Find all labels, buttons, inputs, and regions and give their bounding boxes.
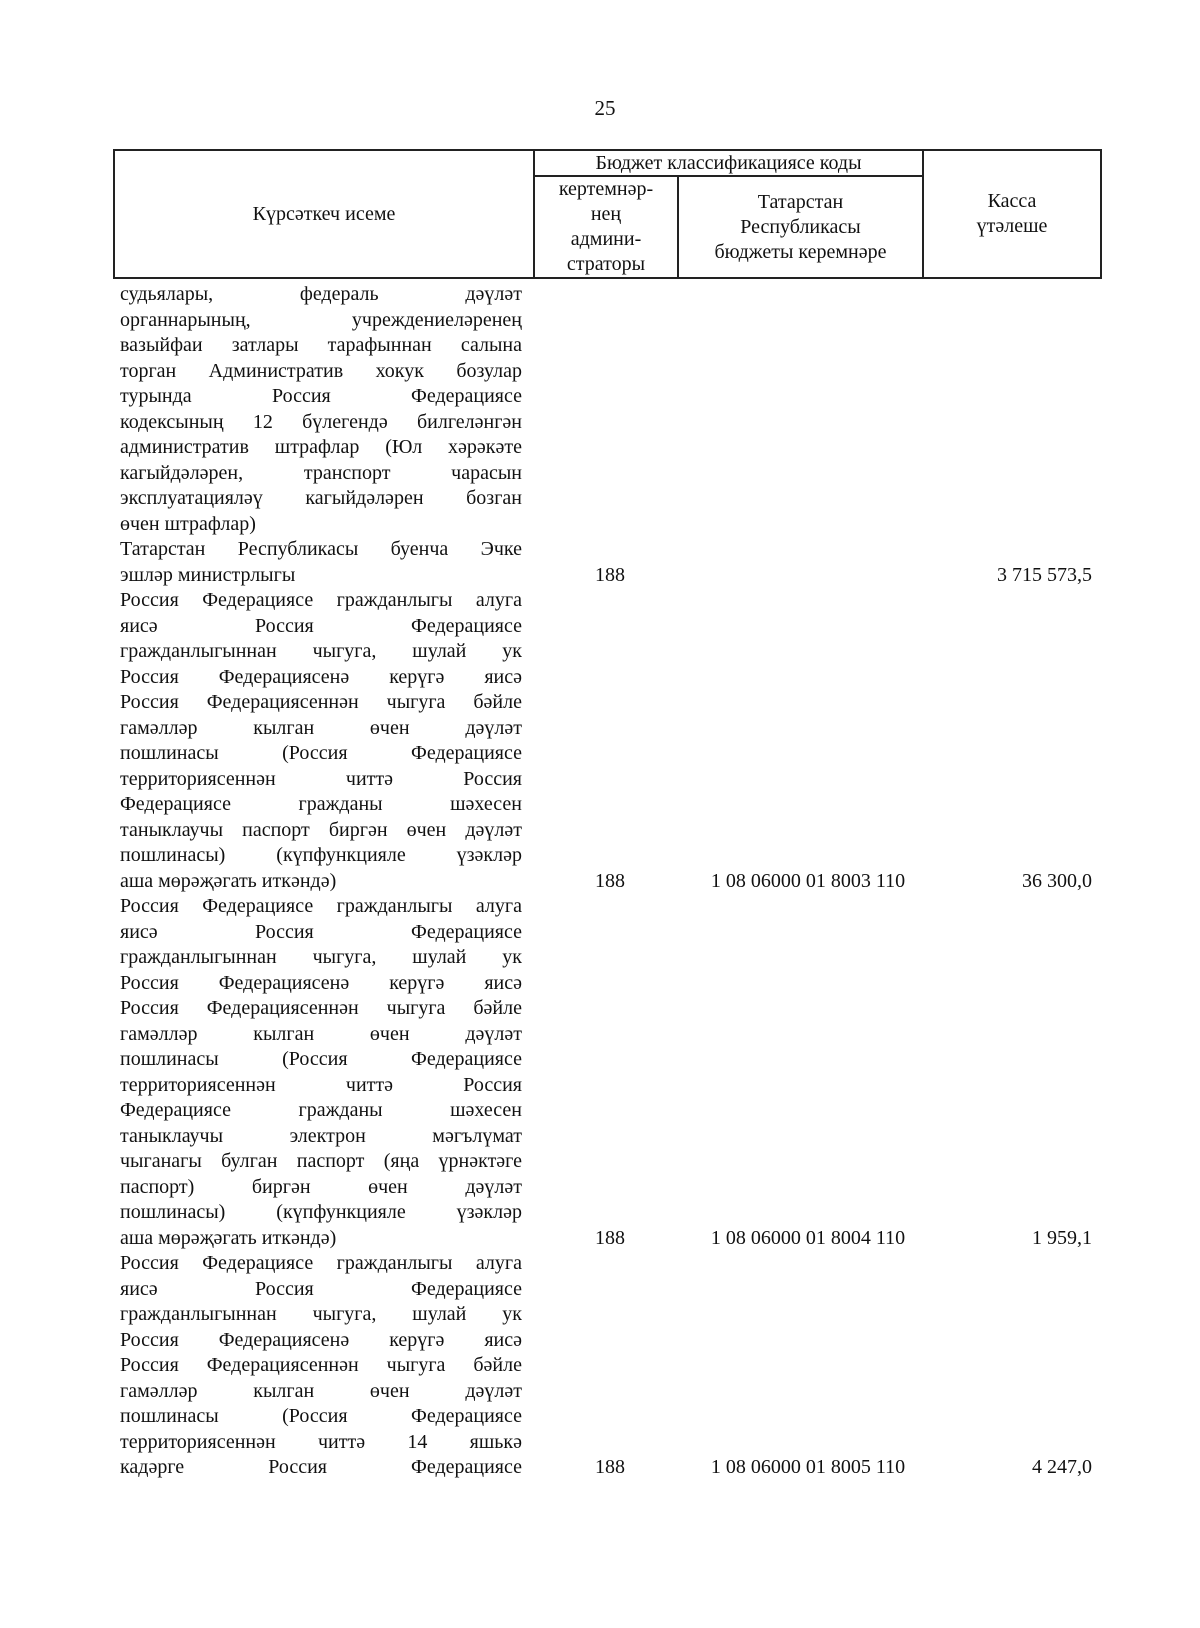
row-amount: 3 715 573,5: [997, 563, 1092, 586]
row-text-line: таныклаучы паспорт биргән өчен дәүләт: [120, 818, 522, 841]
row-text-line: пошлинасы) (күпфункцияле үзәкләр: [120, 1201, 522, 1223]
row-text-line: өчен штрафлар): [120, 512, 256, 535]
row-text-line: Россия Федерациясеннән чыгуга бәйле: [120, 1354, 522, 1376]
row-text-line: аша мөрәҗәгать иткәндә): [120, 1226, 337, 1249]
row-text-line: пошлинасы (Россия Федерациясе: [120, 1405, 522, 1427]
row-text-line: кодексының 12 бүлегендә билгеләнгән: [120, 410, 522, 433]
row-text-line: гражданлыгыннан чыгуга, шулай ук: [120, 946, 522, 968]
row-revenue-code: 1 08 06000 01 8004 110: [710, 1226, 906, 1249]
row-admin-code: 188: [595, 869, 625, 892]
row-text-line: вазыйфаи затлары тарафыннан салына: [120, 334, 522, 356]
row-text-line: Федерациясе гражданы шәхесен: [120, 793, 522, 815]
row-admin-code: 188: [595, 1456, 625, 1478]
row-text-line: аша мөрәҗәгать иткәндә): [120, 869, 337, 892]
row-text-line: Федерациясе гражданы шәхесен: [120, 1099, 522, 1121]
row-text-line: паспорт) биргән өчен дәүләт: [120, 1175, 522, 1198]
header-group-cell: [535, 151, 922, 175]
row-text-line: яисә Россия Федерациясе: [120, 614, 522, 637]
row-text-line: Татарстан Республикасы буенча Эчке: [120, 538, 522, 560]
row-text-line: гамәлләр кылган өчен дәүләт: [120, 1022, 522, 1045]
row-revenue-code: 1 08 06000 01 8005 110: [710, 1456, 906, 1478]
row-text-line: кадәрге Россия Федерациясе: [120, 1456, 522, 1478]
row-text-line: эксплуатацияләү кагыйдәләрен бозган: [120, 487, 522, 509]
header-name-label: Күрсәткеч исеме: [252, 202, 396, 225]
row-text-line: таныклаучы электрон мәгълүмат: [120, 1124, 522, 1147]
row-text-line: чыганагы булган паспорт (яңа үрнәктәге: [120, 1150, 522, 1172]
row-amount: 4 247,0: [1032, 1456, 1092, 1478]
header-name-cell: [115, 151, 533, 277]
page-number: 25: [594, 96, 616, 120]
header-amount-label: Касса үтәлеше: [976, 190, 1048, 237]
row-text-line: Россия Федерациясенә керүгә яисә: [120, 1328, 522, 1351]
row-text-line: пошлинасы (Россия Федерациясе: [120, 742, 522, 764]
row-revenue-code: 1 08 06000 01 8003 110: [710, 869, 906, 892]
header-group-label: Бюджет классификациясе коды: [595, 151, 862, 174]
row-text-line: гражданлыгыннан чыгуга, шулай ук: [120, 640, 522, 662]
header-admin-cell: [535, 177, 677, 277]
row-text-line: Россия Федерациясенә керүгә яисә: [120, 665, 522, 688]
row-text-line: кагыйдәләрен, транспорт чарасын: [120, 461, 522, 484]
row-text-line: турында Россия Федерациясе: [120, 385, 522, 407]
row-text-line: территориясеннән читтә Россия: [120, 1073, 522, 1096]
row-amount: 1 959,1: [1032, 1226, 1092, 1249]
row-text-line: органнарының, учреждениеләренең: [120, 308, 522, 331]
row-text-line: территориясеннән читтә Россия: [120, 767, 522, 790]
row-amount: 36 300,0: [1022, 869, 1092, 892]
row-text-line: яисә Россия Федерациясе: [120, 1277, 522, 1300]
row-text-line: Россия Федерациясенә керүгә яисә: [120, 971, 522, 994]
row-text-line: судьялары, федераль дәүләт: [120, 283, 522, 305]
row-text-line: Россия Федерациясе гражданлыгы алуга: [120, 1252, 522, 1274]
header-revenue-cell: [679, 177, 922, 277]
row-text-line: Россия Федерациясеннән чыгуга бәйле: [120, 691, 522, 713]
header-amount-cell: [924, 151, 1100, 277]
row-text-line: гражданлыгыннан чыгуга, шулай ук: [120, 1303, 522, 1325]
table-header: [113, 149, 1102, 279]
row-admin-code: 188: [595, 563, 625, 586]
row-text-line: Россия Федерациясе гражданлыгы алуга: [120, 895, 522, 917]
header-revenue-label: Татарстан Республикасы бюджеты керемнәре: [714, 190, 887, 263]
row-text-line: гамәлләр кылган өчен дәүләт: [120, 1379, 522, 1402]
row-text-line: пошлинасы (Россия Федерациясе: [120, 1048, 522, 1070]
row-admin-code: 188: [595, 1226, 625, 1249]
row-text-line: Россия Федерациясе гражданлыгы алуга: [120, 589, 522, 611]
header-admin-label: кертемнәр- нең админи- страторы: [558, 178, 654, 275]
row-text-line: территориясеннән читтә 14 яшькә: [120, 1430, 522, 1453]
row-text-line: яисә Россия Федерациясе: [120, 920, 522, 943]
row-text-line: административ штрафлар (Юл хәрәкәте: [120, 436, 522, 458]
row-text-line: гамәлләр кылган өчен дәүләт: [120, 716, 522, 739]
row-text-line: эшләр министрлыгы: [120, 563, 296, 586]
row-text-line: пошлинасы) (күпфункцияле үзәкләр: [120, 844, 522, 866]
row-text-line: торган Административ хокук бозулар: [120, 359, 522, 382]
row-text-line: Россия Федерациясеннән чыгуга бәйле: [120, 997, 522, 1019]
